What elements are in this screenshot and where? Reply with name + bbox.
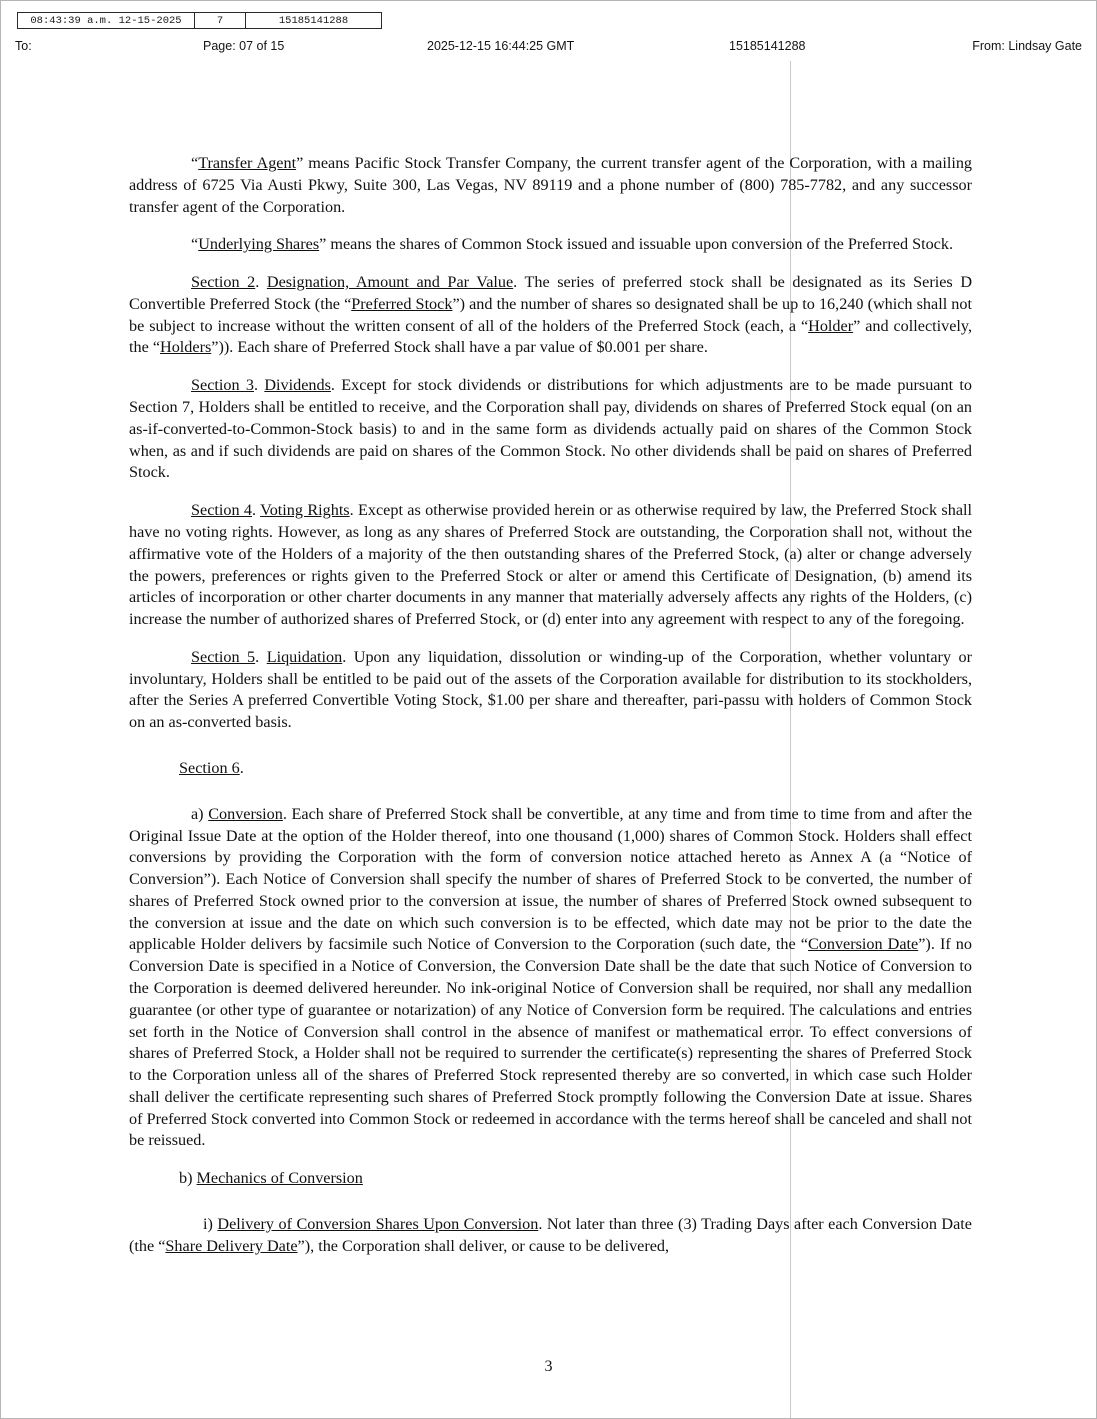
paragraph-section-5-run-1: . bbox=[255, 647, 267, 666]
paragraph-section-2-run-0: Section 2 bbox=[191, 273, 256, 292]
paragraph-section-5 bbox=[129, 647, 972, 734]
page-number: 3 bbox=[544, 1358, 553, 1375]
fax-header-datetime: 2025-12-15 16:44:25 GMT bbox=[427, 39, 575, 53]
paragraph-section-3-run-3: . Except for stock dividends or distributions for which adjustments are to be made pursuant to Section 7, Holders shall be entitled to receive, and the Corporation shall pay, dividends on shares of Preferred Stock equal (on an as-if-converted-to-Common-Stock basis) to and in the same form as dividends actually paid on shares of the Common Stock when, as and if such dividends are paid on shares of the Common Stock. No other dividends shall be paid on shares of Preferred Stock. bbox=[129, 376, 973, 482]
paragraph-transfer-agent-run-1: Transfer Agent bbox=[198, 154, 297, 172]
paragraph-transfer-agent-run-2: ” means Pacific Stock Transfer Company, the current transfer agent of the Corporation, with a mailing address of 6725 Via Austi Pkwy, Suite 300, Las Vegas, NV 89119 and a phone number of (800) 785-7782, and any successor transfer agent of the Corporation. bbox=[129, 154, 973, 216]
paragraph-section-6b-i bbox=[129, 1214, 972, 1258]
paragraph-section-6b-i-run-2: . Not later than three (3) Trading Days after each Conversion Date (the “ bbox=[129, 1215, 972, 1255]
paragraph-section-6b-run-0: b) bbox=[179, 1169, 197, 1188]
paragraph-section-4-run-3: . Except as otherwise provided herein or as otherwise required by law, the Preferred Stock shall have no voting rights. However, as long as any shares of Preferred Stock are outstanding, the Corporation shall not, without the affirmative vote of the Holders of a majority of the then outstanding shares of the Preferred Stock, (a) alter or change adversely the powers, preferences or rights given to the Preferred Stock or alter or amend this Certificate of Designation, (b) amend its articles of incorporation or other charter documents in any manner that materially adversely affects any rights of the Holders, (c) increase the number of authorized shares of Preferred Stock, or (d) enter into any agreement with respect to any of the foregoing. bbox=[129, 501, 972, 629]
paragraph-spacer bbox=[129, 796, 972, 804]
paragraph-section-2-run-7: ” and collectively, the “ bbox=[129, 316, 972, 357]
fax-stamp-number: 15185141288 bbox=[278, 14, 349, 27]
paragraph-section-6b-i-run-3: Share Delivery Date bbox=[165, 1236, 298, 1255]
paragraph-section-6b-run-1: Mechanics of Conversion bbox=[196, 1169, 363, 1188]
paragraph-underlying-shares-run-1: Underlying Shares bbox=[198, 235, 320, 254]
paragraph-section-2-run-1: . bbox=[255, 273, 267, 292]
paragraph-section-5-run-0: Section 5 bbox=[191, 647, 256, 666]
paragraph-transfer-agent-run-0: “ bbox=[191, 154, 199, 172]
paragraph-section-5-run-2: Liquidation bbox=[266, 647, 343, 666]
paragraph-section-2-run-8: Holders bbox=[160, 338, 212, 357]
paragraph-section-6a-run-2: . Each share of Preferred Stock shall be convertible, at any time and from time to time from and after the Original Issue Date at the option of the Holder thereof, into one thousand (1,000) shares of Common Stock. Holders shall effect conversions by providing the Corporation with the form of conversion notice attached hereto as Annex A (a “Notice of Conversion”). Each Notice of Conversion shall specify the number of shares of Preferred Stock to be converted, the number of shares of Preferred Stock owned prior to the conversion at issue, the number of shares of Preferred Stock owned subsequent to the conversion at issue and the date on which such conversion is to be effected, which date may not be prior to the date the applicable Holder delivers by facsimile such Notice of Conversion to the Corporation (such date, the “ bbox=[129, 804, 973, 954]
fax-header-number: 15185141288 bbox=[729, 39, 806, 53]
paragraph-section-6b-i-run-1: Delivery of Conversion Shares Upon Conversion bbox=[217, 1215, 539, 1234]
document-body bbox=[129, 153, 972, 1274]
paragraph-section-2-run-9: ”)). Each share of Preferred Stock shall have a par value of $0.001 per share. bbox=[211, 338, 708, 357]
paragraph-section-6b-i-run-0: i) bbox=[203, 1215, 218, 1234]
paragraph-section-4-run-1: . bbox=[252, 501, 261, 520]
paragraph-section-6-run-0: Section 6 bbox=[179, 758, 240, 777]
paragraph-section-3-run-0: Section 3 bbox=[191, 376, 254, 395]
fax-header-to: To: bbox=[15, 39, 32, 53]
paragraph-section-6b-i-run-4: ”), the Corporation shall deliver, or cause to be delivered, bbox=[297, 1236, 670, 1255]
fax-header-from: From: Lindsay Gate bbox=[972, 39, 1082, 53]
paragraph-section-2-run-5: ”) and the number of shares so designated shall be up to 16,240 (which shall not be subject to increase without the written consent of all of the holders of the Preferred Stock (each, a “ bbox=[129, 294, 972, 335]
paragraph-section-6a-run-0: a) bbox=[191, 804, 209, 823]
fax-header-page: Page: 07 of 15 bbox=[203, 39, 285, 53]
paragraph-section-2 bbox=[129, 272, 972, 359]
fax-stamp bbox=[17, 12, 382, 29]
paragraph-section-4-run-2: Voting Rights bbox=[260, 501, 350, 520]
paragraph-section-2-run-4: Preferred Stock bbox=[351, 294, 453, 313]
paragraph-section-3-run-2: Dividends bbox=[264, 376, 331, 395]
paragraph-section-2-run-2: Designation, Amount and Par Value bbox=[266, 273, 514, 292]
paragraph-section-3-run-1: . bbox=[253, 376, 265, 395]
paragraph-section-2-run-3: . The series of preferred stock shall be designated as its Series D Convertible Preferred Stock (the “ bbox=[129, 273, 973, 313]
fax-header bbox=[15, 39, 1082, 57]
paragraph-section-6a-run-4: ”). If no Conversion Date is specified in a Notice of Conversion, the Conversion Date shall be the date that such Notice of Conversion to the Corporation is deemed delivered hereunder. No ink-original Notice of Conversion shall be required, nor shall any medallion guarantee (or other type of guarantee or notarization) of any Notice of Conversion form be required. The calculations and entries set forth in the Notice of Conversion shall control in the absence of manifest or mathematical error. To effect conversions of shares of Preferred Stock, a Holder shall not be required to surrender the certificate(s) representing the shares of Preferred Stock to the Corporation unless all of the shares of Preferred Stock represented thereby are so converted, in which case such Holder shall deliver the certificate representing such shares of Preferred Stock promptly following the Conversion Date at issue. Shares of Preferred Stock converted into Common Stock or redeemed in accordance with the terms hereof shall be canceled and shall not be reissued. bbox=[129, 935, 972, 1150]
paragraph-section-4-run-0: Section 4 bbox=[191, 501, 252, 520]
paragraph-section-2-run-6: Holder bbox=[808, 316, 854, 335]
paragraph-transfer-agent bbox=[129, 153, 972, 218]
fax-stamp-timestamp: 08:43:39 a.m. 12-15-2025 bbox=[18, 13, 195, 28]
paragraph-section-3 bbox=[129, 375, 972, 484]
paragraph-section-6a-run-3: Conversion Date bbox=[807, 935, 919, 954]
paragraph-underlying-shares bbox=[129, 234, 972, 256]
paragraph-section-6-run-1: . bbox=[239, 758, 244, 777]
paragraph-section-4 bbox=[129, 500, 972, 631]
paragraph-section-5-run-3: . Upon any liquidation, dissolution or winding-up of the Corporation, whether voluntary or involuntary, Holders shall be entitled to be paid out of the assets of the Corporation available for distribution to its stockholders, after the Series A preferred Convertible Voting Stock, $1.00 per share and thereafter, pari-passu with holders of Common Stock on an as-converted basis. bbox=[129, 647, 973, 732]
paragraph-section-6 bbox=[129, 758, 972, 780]
paragraph-spacer bbox=[129, 750, 972, 758]
fax-stamp-page: 7 bbox=[195, 13, 246, 28]
paragraph-spacer bbox=[129, 1206, 972, 1214]
paragraph-section-6a bbox=[129, 804, 972, 1153]
paragraph-underlying-shares-run-0: “ bbox=[191, 235, 199, 254]
paragraph-underlying-shares-run-2: ” means the shares of Common Stock issued and issuable upon conversion of the Preferred Stock. bbox=[319, 235, 953, 254]
paragraph-section-6b bbox=[129, 1168, 972, 1190]
paragraph-section-6a-run-1: Conversion bbox=[208, 804, 283, 823]
